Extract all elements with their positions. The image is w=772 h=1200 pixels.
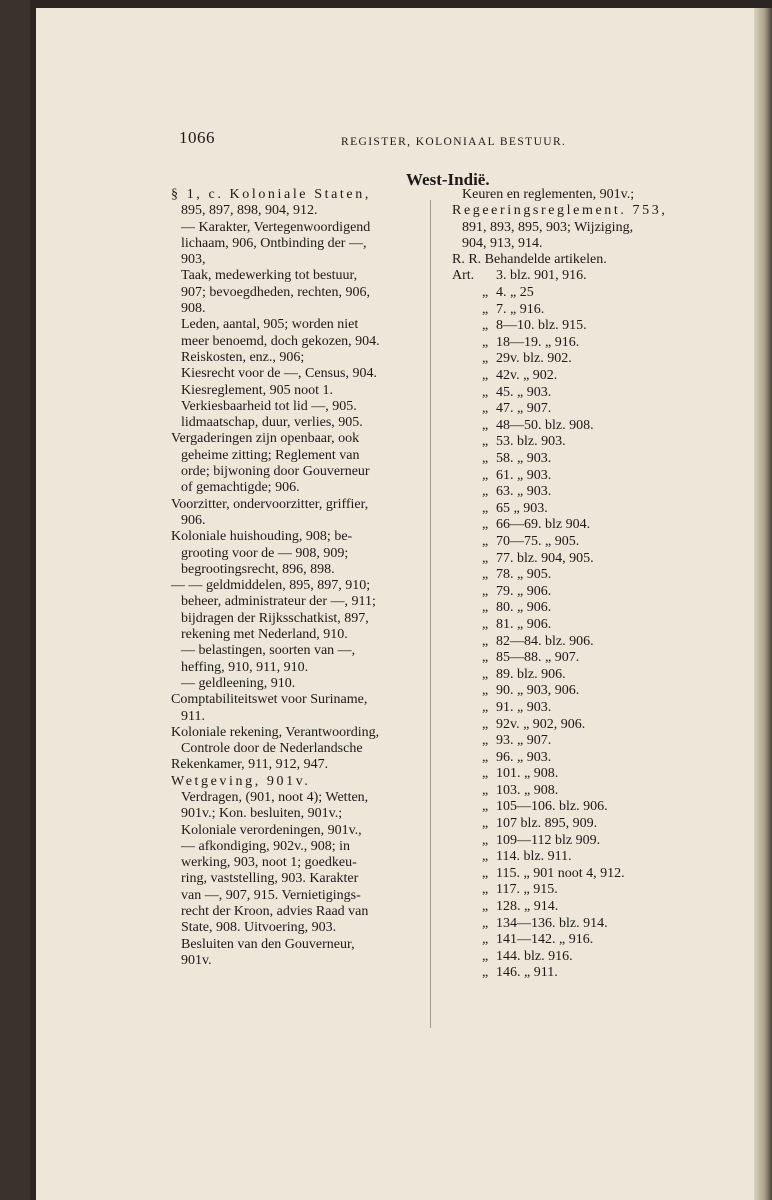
article-entry: [452, 318, 704, 335]
article-entry: [452, 584, 704, 601]
article-entry: [452, 833, 704, 850]
article-entry: [452, 965, 704, 982]
articles-head: [452, 268, 704, 285]
index-line: R. R. Behandelde artikelen.: [452, 252, 607, 268]
article-reference: 80. „ 906.: [496, 600, 552, 616]
article-entry: [452, 899, 704, 916]
ditto-mark: „: [482, 451, 489, 467]
article-reference: 105—106. blz. 906.: [496, 799, 608, 815]
article-entry: [452, 484, 704, 501]
index-line: Voorzitter, ondervoorzitter, griffier,: [171, 496, 369, 512]
article-reference: 77. blz. 904, 905.: [496, 550, 594, 566]
index-line: rekening met Nederland, 910.: [181, 627, 348, 643]
article-reference: 91. „ 903.: [496, 699, 552, 715]
article-reference: 47. „ 907.: [496, 401, 552, 417]
index-line: Keuren en reglementen, 901v.;: [462, 187, 635, 202]
index-line: 906.: [181, 512, 206, 528]
section-title: West-Indië.: [406, 170, 490, 189]
article-entry: [452, 567, 704, 584]
article-reference: 66—69. blz 904.: [496, 517, 591, 533]
article-entry: [452, 667, 704, 684]
right-column: [452, 187, 704, 982]
index-line: grooting voor de — 908, 909;: [181, 545, 349, 561]
article-reference: 53. blz. 903.: [496, 434, 566, 450]
ditto-mark: „: [482, 484, 489, 500]
index-line: of gemachtigde; 906.: [181, 480, 300, 496]
article-entry: [452, 385, 704, 402]
ditto-mark: „: [482, 401, 489, 417]
article-reference: 92v. „ 902, 906.: [496, 716, 586, 732]
right-column-intro: [452, 187, 704, 268]
article-entry: [452, 401, 704, 418]
index-line: Koloniale rekening, Verantwoording,: [171, 724, 380, 740]
index-line: 891, 893, 895, 903; Wijziging,: [462, 219, 634, 235]
index-line: bijdragen der Rijksschatkist, 897,: [181, 610, 369, 626]
index-line: ring, vaststelling, 903. Karakter: [181, 871, 359, 887]
article-entry: [452, 783, 704, 800]
ditto-mark: „: [482, 749, 489, 765]
index-line: Comptabiliteitswet voor Suriname,: [171, 692, 368, 708]
article-entry: [452, 650, 704, 667]
article-reference: 82—84. blz. 906.: [496, 633, 594, 649]
index-line: State, 908. Uitvoering, 903.: [181, 920, 337, 936]
index-line: begrootingsrecht, 896, 898.: [181, 561, 335, 577]
index-line: recht der Kroon, advies Raad van: [181, 904, 369, 920]
article-reference: 29v. blz. 902.: [496, 351, 572, 367]
ditto-mark: „: [482, 301, 489, 317]
article-entry: [452, 418, 704, 435]
article-reference: 109—112 blz 909.: [496, 832, 601, 848]
article-entry: [452, 351, 704, 368]
book-edge: [0, 0, 30, 1200]
article-reference: 107 blz. 895, 909.: [496, 816, 598, 832]
article-entry: [452, 932, 704, 949]
index-line: Koloniale huishouding, 908; be-: [171, 529, 353, 545]
article-entry: [452, 717, 704, 734]
article-entry: [452, 750, 704, 767]
index-line: werking, 903, noot 1; goedkeu-: [181, 855, 357, 871]
ditto-mark: „: [482, 600, 489, 616]
index-line: 904, 913, 914.: [462, 235, 543, 251]
article-entry: [452, 285, 704, 302]
index-line: Kiesreglement, 905 noot 1.: [181, 382, 334, 398]
running-head: REGISTER, KOLONIAAL BESTUUR.: [341, 136, 567, 148]
article-reference: 114. blz. 911.: [496, 849, 572, 865]
index-line: — geldleening, 910.: [181, 675, 296, 691]
ditto-mark: „: [482, 417, 489, 433]
ditto-mark: „: [482, 733, 489, 749]
index-line: Controle door de Nederlandsche: [181, 741, 363, 757]
article-reference: 42v. „ 902.: [496, 368, 558, 384]
article-reference: 58. „ 903.: [496, 451, 552, 467]
ditto-mark: „: [482, 318, 489, 334]
article-entry: [452, 600, 704, 617]
ditto-mark: „: [482, 915, 489, 931]
index-line: 895, 897, 898, 904, 912.: [181, 203, 318, 219]
index-line: Verdragen, (901, noot 4); Wetten,: [181, 789, 369, 805]
ditto-mark: „: [482, 666, 489, 682]
ditto-mark: „: [482, 699, 489, 715]
ditto-mark: „: [482, 500, 489, 516]
article-entry: [452, 733, 704, 750]
index-line: 908.: [181, 301, 206, 317]
article-reference: 89. blz. 906.: [496, 666, 566, 682]
articles-head-text: 3. blz. 901, 916.: [496, 268, 587, 284]
ditto-mark: „: [482, 799, 489, 815]
index-line: Wetgeving, 901v.: [171, 773, 311, 789]
index-line: Verkiesbaarheid tot lid —, 905.: [181, 398, 357, 414]
article-reference: 18—19. „ 916.: [496, 334, 580, 350]
book-spine: [754, 8, 772, 1200]
article-reference: 146. „ 911.: [496, 965, 558, 981]
article-reference: 61. „ 903.: [496, 467, 552, 483]
article-reference: 96. „ 903.: [496, 749, 552, 765]
article-entry: [452, 534, 704, 551]
article-entry: [452, 468, 704, 485]
index-line: § 1, c. Koloniale Staten,: [171, 187, 371, 202]
index-line: Taak, medewerking tot bestuur,: [181, 268, 358, 284]
index-line: beheer, administrateur der —, 911;: [181, 594, 376, 610]
article-entry: [452, 617, 704, 634]
ditto-mark: „: [482, 932, 489, 948]
article-reference: 7. „ 916.: [496, 301, 545, 317]
article-reference: 141—142. „ 916.: [496, 932, 594, 948]
index-line: Leden, aantal, 905; worden niet: [181, 317, 359, 333]
ditto-mark: „: [482, 533, 489, 549]
article-reference: 81. „ 906.: [496, 616, 552, 632]
article-entry: [452, 335, 704, 352]
index-line: — — geldmiddelen, 895, 897, 910;: [171, 578, 371, 594]
ditto-mark: „: [482, 849, 489, 865]
ditto-mark: „: [482, 434, 489, 450]
article-entry: [452, 849, 704, 866]
article-reference: 103. „ 908.: [496, 782, 559, 798]
index-line: lidmaatschap, duur, verlies, 905.: [181, 415, 363, 431]
article-reference: 90. „ 903, 906.: [496, 683, 580, 699]
ditto-mark: „: [482, 865, 489, 881]
ditto-mark: „: [482, 550, 489, 566]
index-line: Regeeringsreglement. 753,: [452, 203, 668, 219]
article-entry: [452, 501, 704, 518]
article-entry: [452, 634, 704, 651]
index-line: 903,: [181, 252, 206, 268]
article-reference: 85—88. „ 907.: [496, 650, 580, 666]
index-line: — afkondiging, 902v., 908; in: [181, 838, 351, 854]
page-number: 1066: [179, 128, 215, 147]
ditto-mark: „: [482, 616, 489, 632]
article-entry: [452, 683, 704, 700]
ditto-mark: „: [482, 384, 489, 400]
index-line: van —, 907, 915. Vernietigings-: [181, 887, 361, 903]
page-header: [179, 128, 567, 148]
index-line: Koloniale verordeningen, 901v.,: [181, 822, 362, 838]
article-entry: [452, 949, 704, 966]
article-entry: [452, 451, 704, 468]
article-reference: 117. „ 915.: [496, 882, 558, 898]
ditto-mark: „: [482, 285, 489, 301]
article-reference: 78. „ 905.: [496, 567, 552, 583]
article-entry: [452, 434, 704, 451]
article-reference: 79. „ 906.: [496, 583, 552, 599]
article-entry: [452, 700, 704, 717]
article-entry: [452, 799, 704, 816]
ditto-mark: „: [482, 650, 489, 666]
article-entry: [452, 882, 704, 899]
index-line: Besluiten van den Gouverneur,: [181, 936, 355, 952]
index-line: 901v.: [181, 952, 212, 968]
ditto-mark: „: [482, 567, 489, 583]
ditto-mark: „: [482, 965, 489, 981]
ditto-mark: „: [482, 716, 489, 732]
ditto-mark: „: [482, 816, 489, 832]
index-line: Rekenkamer, 911, 912, 947.: [171, 757, 329, 773]
article-entry: [452, 517, 704, 534]
article-reference: 128. „ 914.: [496, 899, 559, 915]
article-entry: [452, 302, 704, 319]
ditto-mark: „: [482, 882, 489, 898]
article-reference: 101. „ 908.: [496, 766, 559, 782]
articles-list: [452, 285, 704, 982]
article-entry: [452, 551, 704, 568]
index-line: 901v.; Kon. besluiten, 901v.;: [181, 806, 343, 822]
ditto-mark: „: [482, 368, 489, 384]
ditto-mark: „: [482, 583, 489, 599]
article-reference: 70—75. „ 905.: [496, 533, 580, 549]
ditto-mark: „: [482, 683, 489, 699]
ditto-mark: „: [482, 832, 489, 848]
index-line: — Karakter, Vertegenwoordigend: [181, 219, 371, 235]
ditto-mark: „: [482, 351, 489, 367]
article-entry: [452, 816, 704, 833]
index-line: orde; bijwoning door Gouverneur: [181, 464, 370, 480]
article-reference: 144. blz. 916.: [496, 948, 573, 964]
article-reference: 48—50. blz. 908.: [496, 417, 594, 433]
article-entry: [452, 916, 704, 933]
index-line: — belastingen, soorten van —,: [181, 643, 356, 659]
ditto-mark: „: [482, 899, 489, 915]
article-reference: 65 „ 903.: [496, 500, 548, 516]
left-column: [171, 187, 447, 969]
articles-label: Art.: [452, 268, 475, 284]
article-reference: 93. „ 907.: [496, 733, 552, 749]
article-entry: [452, 866, 704, 883]
article-reference: 134—136. blz. 914.: [496, 915, 608, 931]
ditto-mark: „: [482, 334, 489, 350]
ditto-mark: „: [482, 948, 489, 964]
index-line: meer benoemd, doch gekozen, 904.: [181, 333, 380, 349]
article-reference: 63. „ 903.: [496, 484, 552, 500]
index-line: Reiskosten, enz., 906;: [181, 349, 305, 365]
index-line: lichaam, 906, Ontbinding der —,: [181, 235, 367, 251]
article-reference: 8—10. blz. 915.: [496, 318, 587, 334]
article-reference: 115. „ 901 noot 4, 912.: [496, 865, 625, 881]
ditto-mark: „: [482, 782, 489, 798]
index-line: 907; bevoegdheden, rechten, 906,: [181, 284, 370, 300]
index-line: 911.: [181, 708, 205, 724]
article-entry: [452, 766, 704, 783]
ditto-mark: „: [482, 517, 489, 533]
index-line: Vergaderingen zijn openbaar, ook: [171, 431, 360, 447]
article-entry: [452, 368, 704, 385]
ditto-mark: „: [482, 633, 489, 649]
ditto-mark: „: [482, 467, 489, 483]
index-line: geheime zitting; Reglement van: [181, 447, 360, 463]
article-reference: 45. „ 903.: [496, 384, 552, 400]
index-line: heffing, 910, 911, 910.: [181, 659, 309, 675]
article-reference: 4. „ 25: [496, 285, 534, 301]
ditto-mark: „: [482, 766, 489, 782]
index-line: Kiesrecht voor de —, Census, 904.: [181, 366, 377, 382]
